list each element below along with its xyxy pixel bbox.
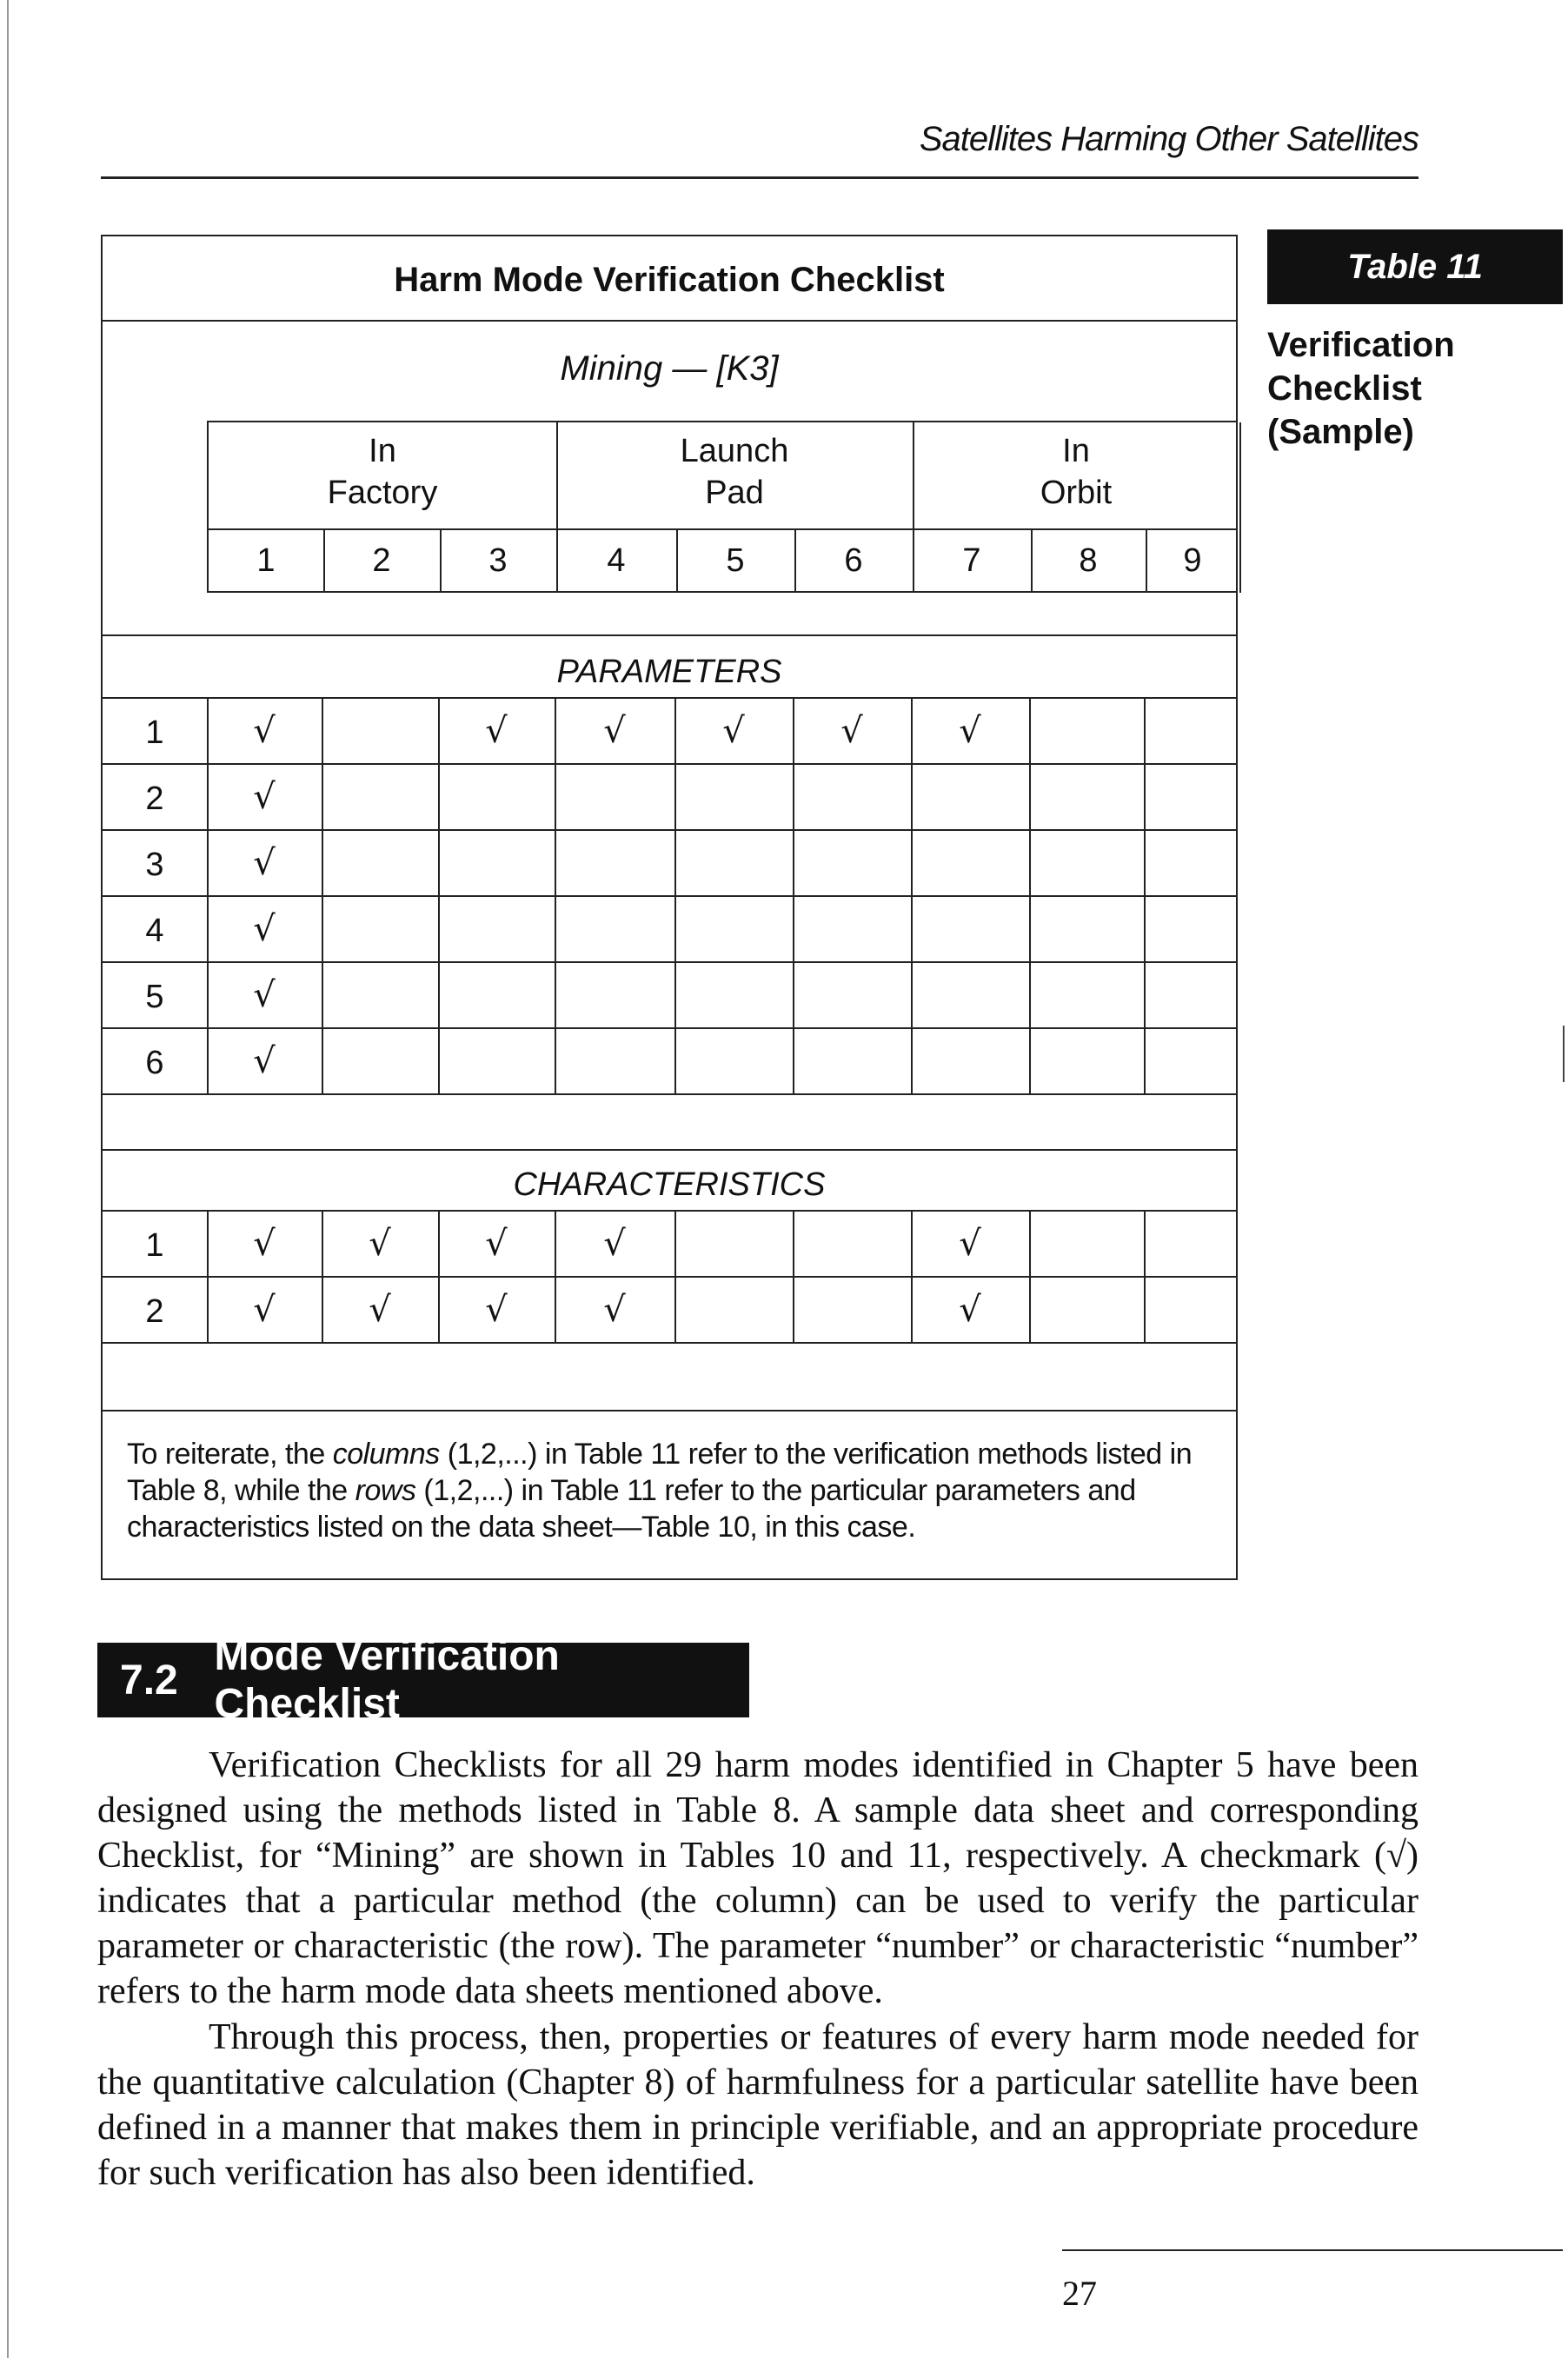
check-mark: √ — [253, 909, 276, 949]
grid-line — [103, 1093, 1238, 1095]
grid-line — [103, 829, 1238, 831]
grid-line — [793, 697, 794, 1093]
caption-line: Checklist — [1267, 369, 1422, 408]
check-mark: √ — [369, 1290, 391, 1330]
characteristics-heading: CHARACTERISTICS — [513, 1166, 826, 1203]
grid-line — [438, 1210, 440, 1342]
grid-line — [911, 1210, 913, 1342]
paragraph-text: Verification Checklists for all 29 harm modes identified in Chapter 5 have been designed using the methods listed in Table 8. A sample data sheet and corresponding Checklist, for “Mining” are shown in Tables 10 and 11, respectively. A checkmark (√) indicates that a particular method (the column) can be used to verify the particular parameter or characteristic (the row). The parameter “number” or characteristic “number” refers to the harm mode data sheets mentioned above. — [97, 1745, 1419, 2011]
grid-line — [103, 697, 1238, 699]
note-emphasis: rows — [355, 1474, 416, 1507]
table-rule — [103, 1410, 1236, 1411]
check-mark: √ — [603, 1224, 626, 1264]
row-number: 3 — [145, 847, 164, 883]
check-mark: √ — [253, 777, 276, 817]
check-mark: √ — [253, 1224, 276, 1264]
column-group-label: Orbit — [1040, 475, 1113, 511]
check-mark: √ — [959, 711, 981, 751]
row-number: 2 — [145, 1293, 164, 1330]
column-number: 3 — [488, 542, 508, 579]
grid-line — [438, 697, 440, 1093]
table-caption — [1267, 323, 1455, 454]
grid-line — [103, 895, 1238, 897]
check-mark: √ — [722, 711, 745, 751]
row-number: 6 — [145, 1045, 164, 1081]
grid-line — [207, 697, 209, 1093]
column-number: 8 — [1079, 542, 1098, 579]
check-mark: √ — [485, 711, 508, 751]
grid-line — [322, 1210, 323, 1342]
table-rule — [103, 634, 1236, 636]
grid-line — [103, 1276, 1238, 1278]
column-group-label: Pad — [705, 475, 764, 511]
check-mark: √ — [369, 1224, 391, 1264]
column-number: 4 — [607, 542, 626, 579]
column-number: 6 — [844, 542, 863, 579]
note-text: (1,2,...) in Table 11 refer to the particular parameters and characteristics listed on the data sheet—Table 10, in this case. — [127, 1474, 1136, 1544]
grid-line — [1144, 1210, 1146, 1342]
check-mark: √ — [253, 711, 276, 751]
grid-line — [103, 1342, 1238, 1344]
grid-line — [674, 1210, 676, 1342]
column-group-label: In — [369, 433, 396, 469]
check-mark: √ — [840, 711, 863, 751]
column-group-label: Factory — [327, 475, 438, 511]
grid-line — [103, 1027, 1238, 1029]
section-heading — [97, 1633, 749, 1727]
row-number: 1 — [145, 1227, 164, 1264]
check-mark: √ — [959, 1290, 981, 1330]
row-number: 5 — [145, 979, 164, 1015]
grid-line — [911, 697, 913, 1093]
table-tag: Table 11 — [1267, 229, 1563, 304]
column-number: 1 — [256, 542, 276, 579]
caption-line: Verification — [1267, 326, 1455, 364]
check-mark: √ — [603, 1290, 626, 1330]
grid-line — [103, 961, 1238, 963]
row-number: 2 — [145, 780, 164, 817]
grid-line — [103, 763, 1238, 765]
parameters-grid — [103, 697, 1236, 1097]
table-rule — [103, 320, 1236, 322]
check-mark: √ — [253, 843, 276, 883]
table-rule — [103, 1149, 1236, 1151]
grid-line — [1029, 1210, 1031, 1342]
check-mark: √ — [253, 975, 276, 1015]
table-subtitle: Mining — [K3] — [560, 349, 779, 388]
grid-line — [1029, 697, 1031, 1093]
note-emphasis: columns — [332, 1438, 440, 1471]
grid-line — [555, 1210, 556, 1342]
margin-mark — [1563, 1026, 1565, 1082]
grid-line — [103, 1210, 1238, 1212]
grid-line — [207, 1210, 209, 1342]
table-title: Harm Mode Verification Checklist — [394, 261, 945, 299]
footer-rule — [1062, 2249, 1563, 2251]
grid-line — [1144, 697, 1146, 1093]
section-number: 7.2 — [120, 1657, 178, 1704]
header-grid-rule — [209, 528, 1238, 530]
column-group-label: Launch — [680, 433, 789, 469]
check-mark: √ — [253, 1290, 276, 1330]
characteristics-grid — [103, 1210, 1236, 1342]
check-mark: √ — [253, 1041, 276, 1081]
check-mark: √ — [485, 1224, 508, 1264]
verification-checklist-table — [101, 235, 1238, 1580]
caption-line: (Sample) — [1267, 413, 1414, 451]
grid-line — [555, 697, 556, 1093]
column-number: 9 — [1183, 542, 1202, 579]
note-text: To reiterate, the — [127, 1438, 333, 1471]
row-number: 1 — [145, 714, 164, 751]
running-head: Satellites Harming Other Satellites — [919, 120, 1419, 158]
column-group-label: In — [1062, 433, 1090, 469]
grid-line — [322, 697, 323, 1093]
grid-line — [1239, 422, 1241, 593]
check-mark: √ — [959, 1224, 981, 1264]
header-rule — [101, 176, 1419, 179]
paragraph-text: Through this process, then, properties or features of every harm mode needed for the quantitative calculation (Chapter 8) of harmfulness for a particular satellite have been defined in a manner that makes them in principle verifiable, and an appropriate procedure for such verification has also been identified. — [97, 2017, 1419, 2193]
page-number: 27 — [1062, 2274, 1097, 2313]
note-text: (1,2,...) in Table 11 refer to the verification methods listed in Table 8, while the — [127, 1438, 1193, 1507]
check-mark: √ — [485, 1290, 508, 1330]
grid-line — [674, 697, 676, 1093]
column-header-grid — [207, 421, 1238, 593]
check-mark: √ — [603, 711, 626, 751]
table-note — [127, 1436, 1222, 1545]
grid-line — [793, 1210, 794, 1342]
column-number: 7 — [962, 542, 981, 579]
column-number: 2 — [372, 542, 391, 579]
body-paragraph — [97, 2015, 1419, 2195]
column-number: 5 — [726, 542, 745, 579]
parameters-heading: PARAMETERS — [556, 654, 782, 690]
body-paragraph — [97, 1743, 1419, 2014]
section-title: Mode Verification Checklist — [214, 1633, 560, 1727]
row-number: 4 — [145, 913, 164, 949]
page-edge-line — [7, 0, 9, 2358]
